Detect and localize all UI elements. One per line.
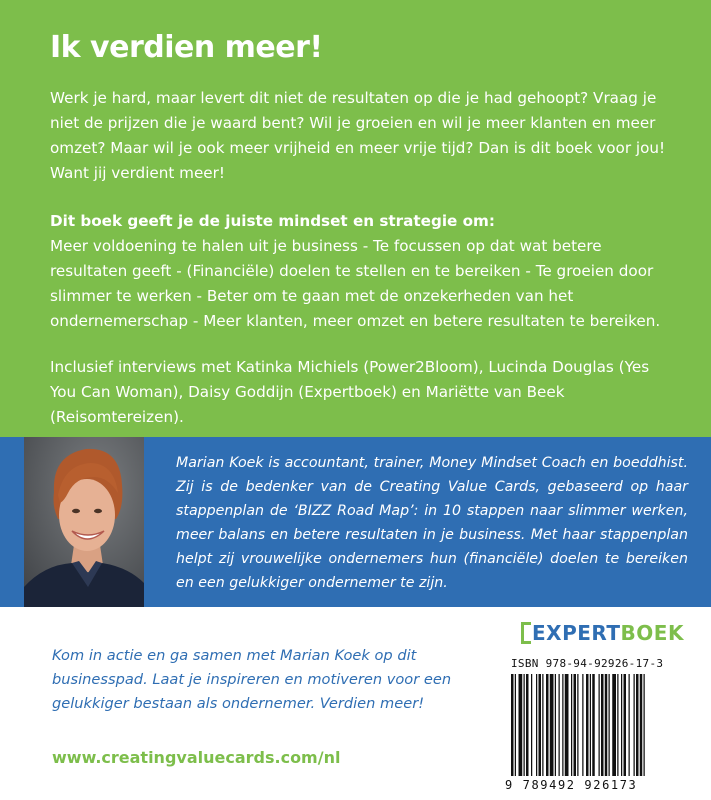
book-title: Ik verdien meer! [50,30,323,65]
publisher-logo [521,618,684,648]
website-url[interactable]: www.creatingvaluecards.com/nl [52,748,341,767]
logo-bracket-icon [521,622,531,644]
call-to-action: Kom in actie en ga samen met Marian Koek op dit businesspad. Laat je inspireren en motiveren voor een gelukkiger bestaan als ondernemer. Verdien meer! [52,647,452,712]
publisher-logo-boek: BOEK [620,621,684,645]
intro-paragraph: Werk je hard, maar levert dit niet de resultaten op die je had gehoopt? Vraag je niet de prijzen die je waard bent? Wil je groeien en wil je meer klanten en meer omzet? Maar wil je ook meer vrijheid en meer vrije tijd? Dan is dit boek voor jou! Want jij verdient meer! [50,89,666,182]
mindset-paragraph: Meer voldoening te halen uit je business - Te focussen op dat wat betere resultaten geeft - (Financiële) doelen te stellen en te bereiken - Te groeien door slimmer te werken - Beter om te gaan met de onzekerheden van het ondernemerschap - Meer klanten, meer omzet en betere resultaten te bereiken. [50,237,661,330]
mindset-heading: Dit boek geeft je de juiste mindset en strategie om: [50,212,495,230]
isbn-label: ISBN 978-94-92926-17-3 [511,657,664,670]
author-bio: Marian Koek is accountant, trainer, Money Mindset Coach en boeddhist. Zij is de bedenker van de Creating Value Cards, gebaseerd op haar stappenplan de ‘BIZZ Road Map’: in 10 stappen naar slimmer werken, meer balans en betere resultaten in je business. Met haar stappenplan helpt zij vrouwelijke ondernemers hun (financiële) doelen te bereiken en een gelukkiger ondernemer te zijn. [176,455,688,591]
author-photo [24,437,144,607]
author-portrait-icon [24,437,144,607]
publisher-logo-expert: EXPERT [532,621,621,645]
barcode-number: 9 789492 926173 [505,778,638,792]
interviews-paragraph: Inclusief interviews met Katinka Michiels (Power2Bloom), Lucinda Douglas (Yes You Can Woman), Daisy Goddijn (Expertboek) en Mariëtte van Beek (Reisomtereizen). [50,358,650,426]
barcode-icon [507,674,703,776]
